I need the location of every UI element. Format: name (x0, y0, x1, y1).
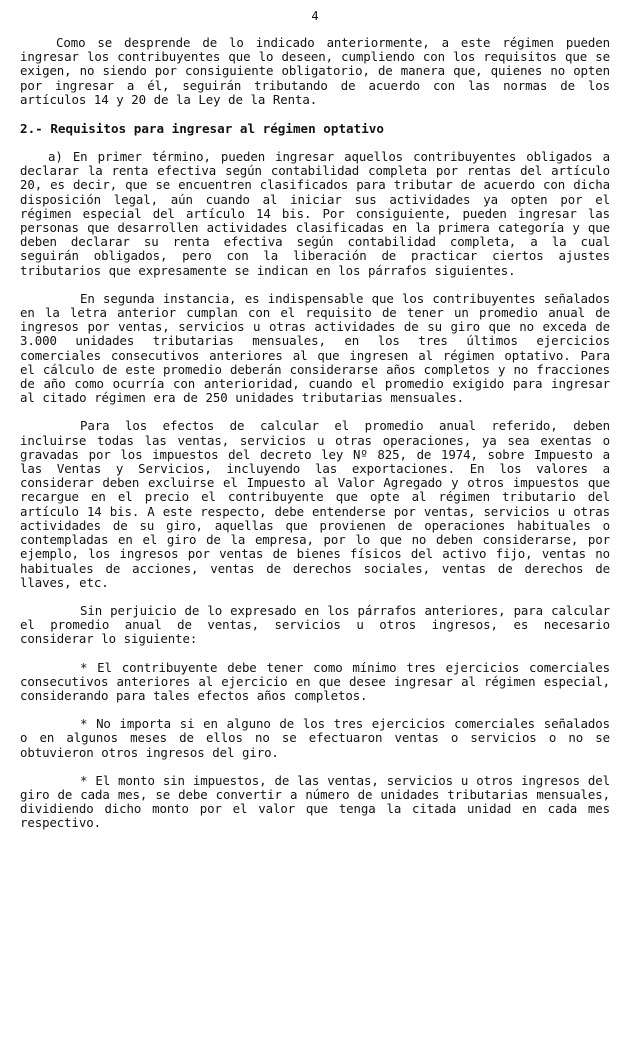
average-calculation-paragraph: Para los efectos de calcular el promedio anual referido, deben incluirse todas las ventas, servicios u otras operaciones, ya sea exentas o gravadas por los impuestos del decreto ley Nº 825, de 1974, sobre Impuesto a las Ventas y Servicios, incluyendo las exportaciones. En los valores a considerar deben excluirse el Impuesto al Valor Agregado y otros impuestos que recargue en el precio el contribuyente que opte al régimen tributario del artículo 14 bis. A este respecto, debe entenderse por ventas, servicios u otras actividades de su giro, aquellas que provienen de operaciones habituales o contempladas en el giro de la empresa, por lo que no deben considerarse, por ejemplo, los ingresos por ventas de bienes físicos del activo fijo, ventas no habituales de acciones, ventas de derechos sociales, ventas de derechos de llaves, etc. (20, 418, 610, 590)
intro-paragraph: Como se desprende de lo indicado anteriormente, a este régimen pueden ingresar los contribuyentes que lo deseen, cumpliendo con los requisitos que se exigen, no siendo por consiguiente obligatorio, de manera que, quienes no opten por ingresar a él, seguirán tributando de acuerdo con las normas de los artículos 14 y 20 de la Ley de la Renta. (20, 35, 610, 107)
document-page (20, 8, 610, 1036)
section-heading: 2.- Requisitos para ingresar al régimen optativo (20, 121, 384, 137)
bullet-utm-conversion: * El monto sin impuestos, de las ventas, servicios u otros ingresos del giro de cada mes, se debe convertir a número de unidades tributarias mensuales, dividiendo dicho monto por el valor que tenga la citada unidad en cada mes respectivo. (20, 772, 610, 831)
page-number: 4 (311, 9, 319, 23)
bullet-no-sales-months: * No importa si en alguno de los tres ejercicios comerciales señalados o en algunos meses de ellos no se efectuaron ventas o servicios o no se obtuvieron otros ingresos del giro. (20, 716, 610, 760)
considerations-paragraph: Sin perjuicio de lo expresado en los párrafos anteriores, para calcular el promedio anual de ventas, servicios u otros ingresos, es necesario considerar lo siguiente: (20, 602, 610, 647)
second-instance-paragraph: En segunda instancia, es indispensable que los contribuyentes señalados en la letra anterior cumplan con el requisito de tener un promedio anual de ingresos por ventas, servicios u otras actividades de su giro que no exceda de 3.000 unidades tributarias mensuales, en los tres últimos ejercicios comerciales consecutivos anteriores al que ingresen al régimen optativo. Para el cálculo de este promedio deberán considerarse años completos y no fracciones de año como ocurría con anterioridad, cuando el promedio exigido para ingresar al citado régimen era de 250 unidades tributarias mensuales. (20, 290, 610, 406)
bullet-minimum-years: * El contribuyente debe tener como mínimo tres ejercicios comerciales consecutivos anteriores al ejercicio en que desee ingresar al régimen especial, considerando para tales efectos años completos. (20, 659, 610, 703)
requirement-a-paragraph: a) En primer término, pueden ingresar aquellos contribuyentes obligados a declarar la renta efectiva según contabilidad completa por rentas del artículo 20, es decir, que se encuentren clasificados para tributar de acuerdo con dicha disposición legal, aún cuando al iniciar sus actividades ya opten por el régimen especial del artículo 14 bis. Por consiguiente, pueden ingresar las personas que desarrollen actividades clasificadas en la primera categoría y que deben declarar su renta efectiva según contabilidad completa, a la cual seguirán obligados, pero con la liberación de practicar ciertos ajustes tributarios que expresamente se indican en los párrafos siguientes. (20, 149, 610, 278)
